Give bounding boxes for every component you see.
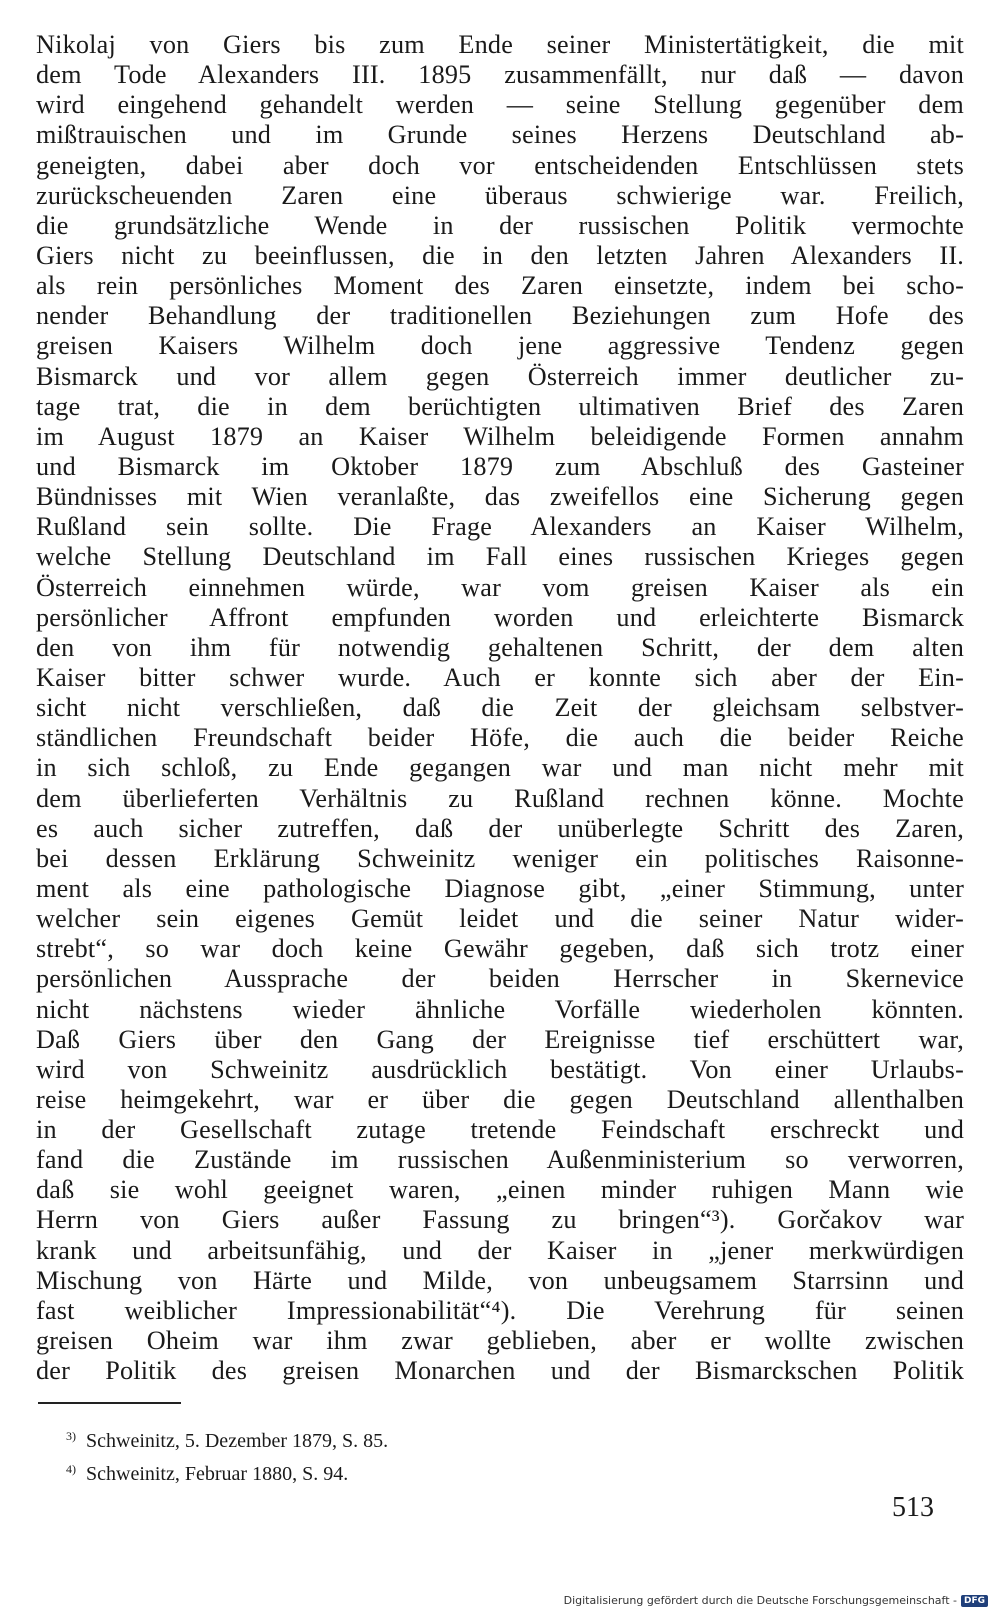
text-line: Bündnisses mit Wien veranlaßte, das zweifellos eine Sicherung gegen — [36, 482, 964, 512]
footnotes — [66, 1422, 388, 1488]
text-line: strebt“, so war doch keine Gewähr gegeben, daß sich trotz einer — [36, 934, 964, 964]
text-line: Giers nicht zu beeinflussen, die in den letzten Jahren Alexanders II. — [36, 240, 964, 270]
text-line: Rußland sein sollte. Die Frage Alexanders an Kaiser Wilhelm, — [36, 512, 964, 542]
text-line: die grundsätzliche Wende in der russischen Politik vermochte — [36, 210, 964, 240]
footnote-text: Schweinitz, 5. Dezember 1879, S. 85. — [86, 1430, 389, 1452]
footnote-mark: 4) — [66, 1462, 76, 1476]
text-line: Österreich einnehmen würde, war vom greisen Kaiser als ein — [36, 572, 964, 602]
dfg-logo-icon: DFG — [961, 1595, 988, 1607]
footnote-rule — [38, 1402, 181, 1404]
text-line: in der Gesellschaft zutage tretende Feindschaft erschreckt und — [36, 1115, 964, 1145]
footnote-text: Schweinitz, Februar 1880, S. 94. — [86, 1463, 349, 1485]
text-line: den von ihm für notwendig gehaltenen Schritt, der dem alten — [36, 632, 964, 662]
text-line: dem überlieferten Verhältnis zu Rußland rechnen könne. Mochte — [36, 783, 964, 813]
text-line: Bismarck und vor allem gegen Österreich immer deutlicher zu- — [36, 361, 964, 391]
text-line: fand die Zustände im russischen Außenministerium so verworren, — [36, 1145, 964, 1175]
text-line: in sich schloß, zu Ende gegangen war und man nicht mehr mit — [36, 753, 964, 783]
text-line: nender Behandlung der traditionellen Beziehungen zum Hofe des — [36, 301, 964, 331]
text-line: Daß Giers über den Gang der Ereignisse tief erschüttert war, — [36, 1024, 964, 1054]
text-line: Kaiser bitter schwer wurde. Auch er konnte sich aber der Ein- — [36, 662, 964, 692]
text-line: greisen Kaisers Wilhelm doch jene aggressive Tendenz gegen — [36, 331, 964, 361]
text-line: geneigten, dabei aber doch vor entscheidenden Entschlüssen stets — [36, 150, 964, 180]
text-line: tage trat, die in dem berüchtigten ultimativen Brief des Zaren — [36, 391, 964, 421]
text-line: sicht nicht verschließen, daß die Zeit der gleichsam selbstver- — [36, 693, 964, 723]
text-line: der Politik des greisen Monarchen und der Bismarckschen Politik — [36, 1356, 964, 1386]
text-line: ständlichen Freundschaft beider Höfe, die auch die beider Reiche — [36, 723, 964, 753]
digitization-credit — [564, 1594, 988, 1607]
credit-text: Digitalisierung gefördert durch die Deutsche Forschungsgemeinschaft - — [563, 1594, 957, 1607]
text-line: mißtrauischen und im Grunde seines Herzens Deutschland ab- — [36, 120, 964, 150]
text-line: wird von Schweinitz ausdrücklich bestätigt. Von einer Urlaubs- — [36, 1054, 964, 1084]
page-number: 513 — [892, 1492, 934, 1523]
text-line: im August 1879 an Kaiser Wilhelm beleidigende Formen annahm — [36, 421, 964, 451]
footnote-mark: 3) — [66, 1429, 76, 1443]
text-line: daß sie wohl geeignet waren, „einen minder ruhigen Mann wie — [36, 1175, 964, 1205]
text-line: Herrn von Giers außer Fassung zu bringen“³). Gorčakov war — [36, 1205, 964, 1235]
text-line: Mischung von Härte und Milde, von unbeugsamem Starrsinn und — [36, 1265, 964, 1295]
footnote-4 — [66, 1455, 388, 1488]
text-line: und Bismarck im Oktober 1879 zum Abschluß des Gasteiner — [36, 451, 964, 481]
text-line: fast weiblicher Impressionabilität“⁴). Die Verehrung für seinen — [36, 1295, 964, 1325]
text-line: reise heimgekehrt, war er über die gegen Deutschland allenthalben — [36, 1084, 964, 1114]
text-line: zurückscheuenden Zaren eine überaus schwierige war. Freilich, — [36, 180, 964, 210]
text-line: krank und arbeitsunfähig, und der Kaiser in „jener merkwürdigen — [36, 1235, 964, 1265]
text-line: nicht nächstens wieder ähnliche Vorfälle wiederholen könnten. — [36, 994, 964, 1024]
text-line: als rein persönliches Moment des Zaren einsetzte, indem bei scho- — [36, 271, 964, 301]
text-line: welche Stellung Deutschland im Fall eines russischen Krieges gegen — [36, 542, 964, 572]
text-line: es auch sicher zutreffen, daß der unüberlegte Schritt des Zaren, — [36, 813, 964, 843]
text-line: welcher sein eigenes Gemüt leidet und die seiner Natur wider- — [36, 904, 964, 934]
footnote-3 — [66, 1422, 388, 1455]
text-line: wird eingehend gehandelt werden — seine Stellung gegenüber dem — [36, 90, 964, 120]
text-line: Nikolaj von Giers bis zum Ende seiner Ministertätigkeit, die mit — [36, 30, 964, 59]
text-line: persönlichen Aussprache der beiden Herrscher in Skernevice — [36, 964, 964, 994]
body-text — [36, 30, 964, 1386]
text-line: bei dessen Erklärung Schweinitz weniger ein politisches Raisonne- — [36, 843, 964, 873]
text-line: ment als eine pathologische Diagnose gibt, „einer Stimmung, unter — [36, 873, 964, 903]
text-line: greisen Oheim war ihm zwar geblieben, aber er wollte zwischen — [36, 1326, 964, 1356]
text-line: dem Tode Alexanders III. 1895 zusammenfällt, nur daß — davon — [36, 60, 964, 90]
text-line: persönlicher Affront empfunden worden und erleichterte Bismarck — [36, 602, 964, 632]
